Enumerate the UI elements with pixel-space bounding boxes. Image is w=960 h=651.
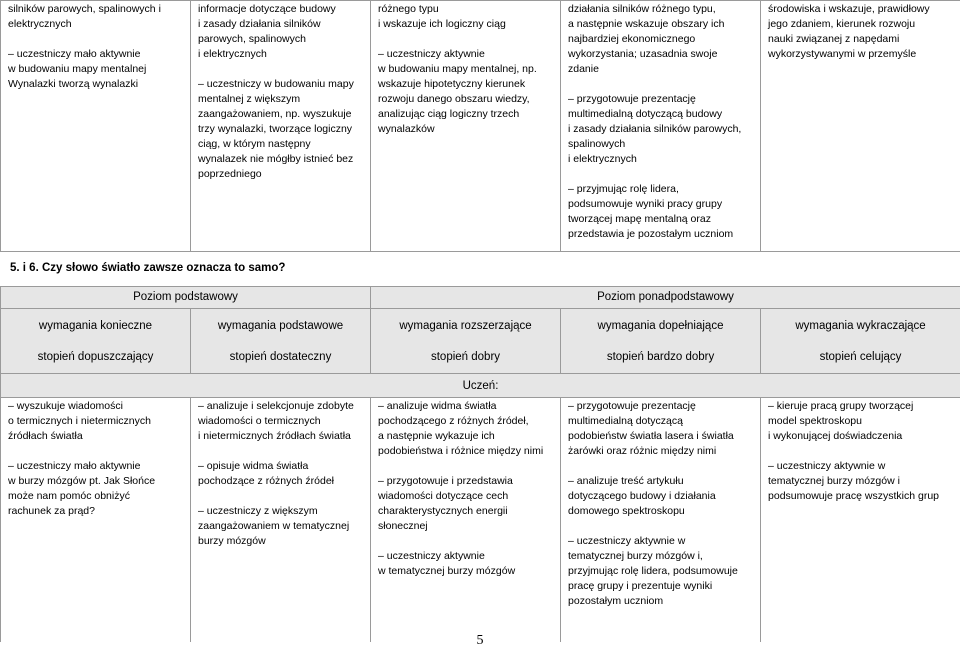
requirement-header-2 bbox=[191, 309, 371, 374]
bottom-cell-2 bbox=[191, 398, 371, 643]
level-basic-header bbox=[1, 287, 371, 309]
top-cell-5 bbox=[761, 1, 960, 252]
page-number: 5 bbox=[476, 633, 484, 648]
requirement-header-3 bbox=[371, 309, 561, 374]
uczen-header bbox=[1, 374, 960, 398]
section-title: 5. i 6. Czy słowo światło zawsze oznacza to samo? bbox=[10, 262, 286, 274]
grade-name: stopień bardzo dobry bbox=[606, 351, 715, 363]
bottom-cell-4 bbox=[561, 398, 761, 643]
requirement-type: wymagania rozszerzające bbox=[399, 320, 532, 332]
requirement-header-4 bbox=[561, 309, 761, 374]
bottom-cell-4-text: – przygotowuje prezentację multimedialną dotyczącą podobieństw światła lasera i światła żarówki oraz różnic między nimi – analizuje treść artykułu dotyczącego budowy i działania domowego spektroskopu – uczestniczy aktywnie w tematycznej burzy mózgów i, przyjmując rolę lidera, podsumowuje pracę grupy i prezentuje wyniki pozostałym uczniom bbox=[568, 400, 738, 607]
bottom-cell-1 bbox=[1, 398, 191, 643]
requirement-type: wymagania wykraczające bbox=[795, 320, 926, 332]
top-cell-5-text: środowiska i wskazuje, prawidłowy jego zdaniem, kierunek rozwoju nauki związanej z napędami wykorzystywanymi w przemyśle bbox=[768, 3, 930, 60]
top-cell-4 bbox=[561, 1, 761, 252]
level-advanced-header bbox=[371, 287, 960, 309]
top-cell-1-text: silników parowych, spalinowych i elektrycznych – uczestniczy mało aktywnie w budowaniu mapy mentalnej Wynalazki tworzą wynalazki bbox=[8, 3, 161, 90]
bottom-cell-1-text: – wyszukuje wiadomości o termicznych i nietermicznych źródłach światła – uczestniczy mało aktywnie w burzy mózgów pt. Jak Słońce może nam pomóc obniżyć rachunek za prąd? bbox=[8, 400, 156, 517]
grade-name: stopień celujący bbox=[819, 351, 902, 363]
bottom-cell-2-text: – analizuje i selekcjonuje zdobyte wiadomości o termicznych i nietermicznych źródłach światła – opisuje widma światła pochodzące z różnych źródeł – uczestniczy z większym zaangażowaniem w tematycznej burzy mózgów bbox=[198, 400, 354, 547]
top-cell-3-text: różnego typu i wskazuje ich logiczny ciąg – uczestniczy aktywnie w budowaniu mapy mentalnej, np. wskazuje hipotetyczny kierunek rozwoju danego obszaru wiedzy, analizując ciąg logiczny trzech wynalazków bbox=[378, 3, 537, 135]
bottom-cell-3-text: – analizuje widma światła pochodzącego z różnych źródeł, a następnie wykazuje ich podobieństwa i różnice między nimi – przygotowuje i przedstawia wiadomości dotyczące cech charakterystycznych energii słonecznej – uczestniczy aktywnie w tematycznej burzy mózgów bbox=[378, 400, 544, 577]
requirement-type: wymagania konieczne bbox=[38, 320, 153, 332]
top-cell-1 bbox=[1, 1, 191, 252]
top-cell-2 bbox=[191, 1, 371, 252]
top-cell-4-text: działania silników różnego typu, a następnie wskazuje obszary ich najbardziej ekonomicznego wykorzystania; uzasadnia swoje zdanie – przygotowuje prezentację multimedialną dotyczącą budowy i zasady działania silników parowych, spalinowych i elektrycznych – przyjmując rolę lidera, podsumowuje wyniki pracy grupy tworzącej mapę mentalną oraz przedstawia je pozostałym uczniom bbox=[568, 3, 742, 240]
grade-name: stopień dobry bbox=[430, 351, 501, 363]
uczen-label: Uczeń: bbox=[462, 380, 499, 392]
requirement-header-1 bbox=[1, 309, 191, 374]
level-basic-label: Poziom podstawowy bbox=[133, 291, 238, 303]
grade-name: stopień dopuszczający bbox=[37, 351, 154, 363]
bottom-cell-5 bbox=[761, 398, 960, 643]
requirement-type: wymagania podstawowe bbox=[217, 320, 344, 332]
requirements-table bbox=[0, 286, 960, 642]
level-advanced-label: Poziom ponadpodstawowy bbox=[597, 291, 734, 303]
bottom-cell-3 bbox=[371, 398, 561, 643]
top-cell-2-text: informacje dotyczące budowy i zasady działania silników parowych, spalinowych i elektrycznych – uczestniczy w budowaniu mapy mentalnej z większym zaangażowaniem, np. wyszukuje trzy wynalazki, tworzące logiczny ciąg, w którym następny wynalazek nie mógłby istnieć bez poprzedniego bbox=[198, 3, 354, 180]
requirement-header-5 bbox=[761, 309, 960, 374]
top-cell-3 bbox=[371, 1, 561, 252]
requirement-type: wymagania dopełniające bbox=[597, 320, 724, 332]
bottom-cell-5-text: – kieruje pracą grupy tworzącej model spektroskopu i wykonującej doświadczenia – uczestniczy aktywnie w tematycznej burzy mózgów i podsumowuje pracę wszystkich grup bbox=[768, 400, 940, 502]
grade-name: stopień dostateczny bbox=[229, 351, 332, 363]
previous-topic-table bbox=[0, 0, 960, 252]
